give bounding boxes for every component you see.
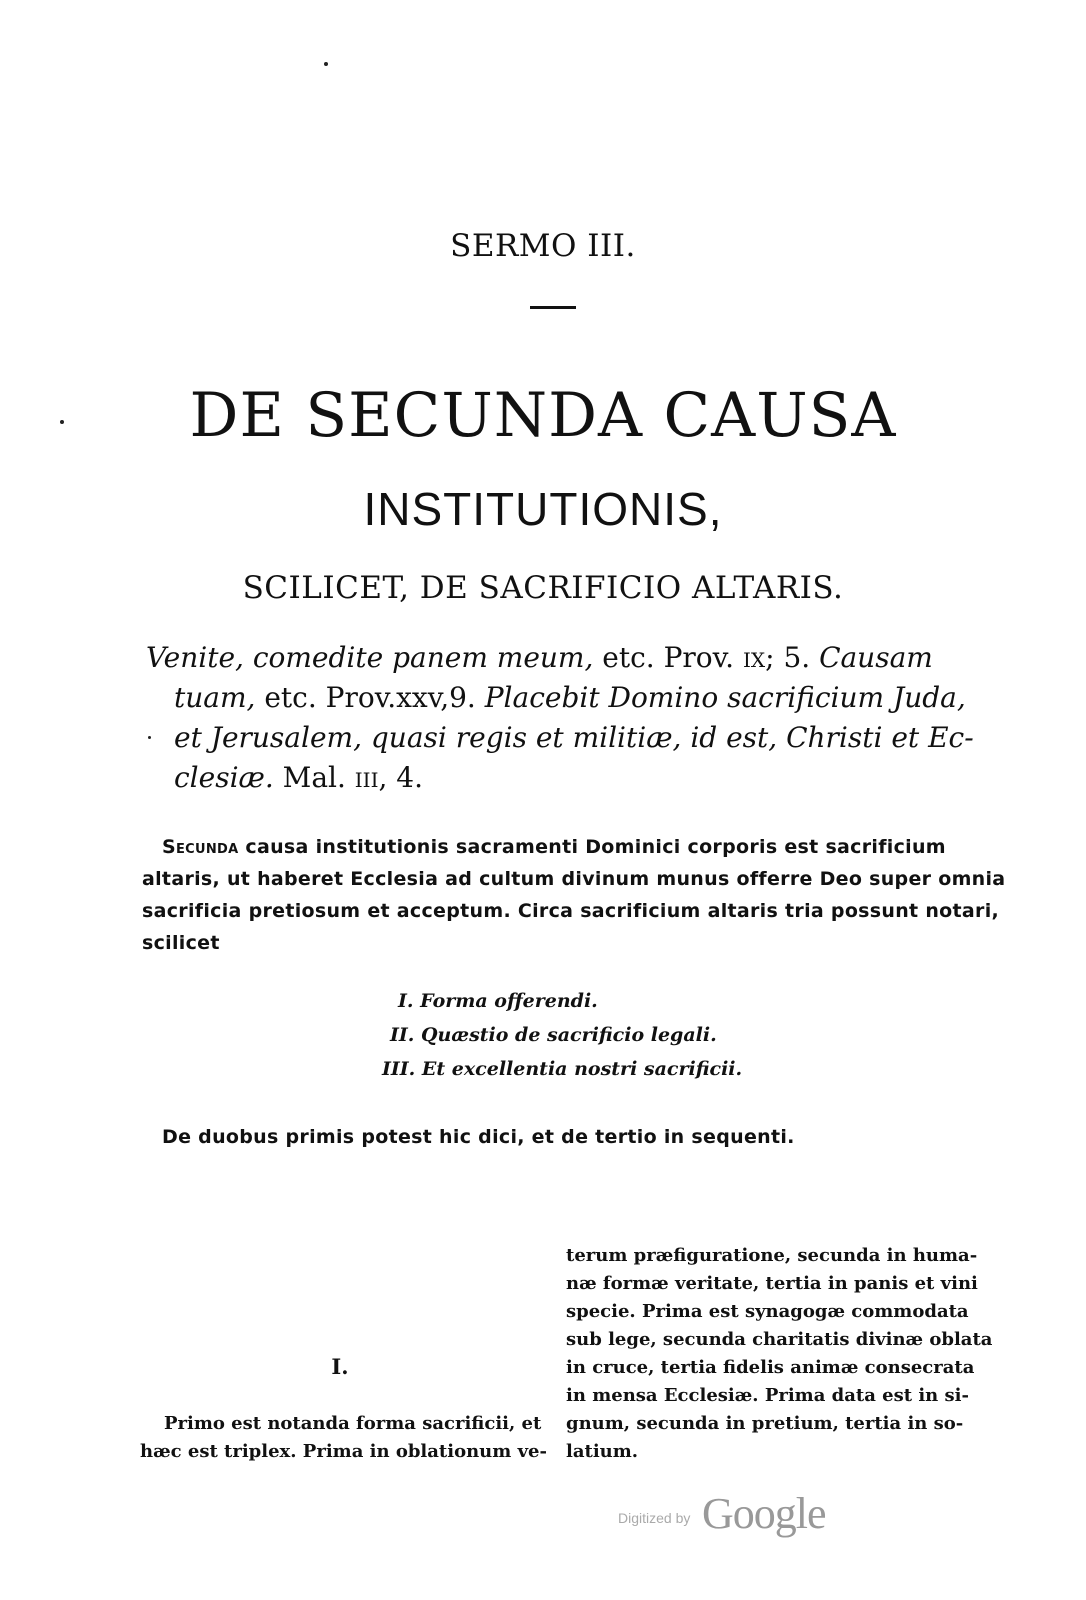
epigraph-segment: Venite, comedite panem meum,: [146, 641, 594, 674]
right-col-line: sub lege, secunda charitatis divinæ oblata: [566, 1329, 993, 1350]
page-subtitle: INSTITUTIONIS,: [363, 483, 723, 535]
right-col-line: gnum, secunda in pretium, tertia in so-: [566, 1413, 964, 1434]
heading-rule: [530, 306, 576, 309]
epigraph-segment: Causam: [819, 641, 933, 674]
list-item-3: III. Et excellentia nostri sacrificii.: [382, 1058, 743, 1080]
ink-speck: [324, 62, 328, 66]
after-list-text: De duobus primis potest hic dici, et de tertio in sequenti.: [162, 1126, 795, 1148]
body-line-4: scilicet: [142, 932, 220, 954]
left-col-line: Primo est notanda forma sacrificii, et: [164, 1413, 542, 1434]
google-logo: Google: [702, 1489, 826, 1538]
epigraph-line-2: [174, 678, 1006, 718]
epigraph-segment: ; 5.: [765, 641, 820, 674]
section-number: I.: [331, 1354, 349, 1379]
digitized-by-text: Digitized by: [618, 1510, 691, 1526]
epigraph-segment: Mal.: [273, 761, 355, 794]
epigraph-segment: , 4.: [378, 761, 423, 794]
epigraph-segment: etc. Prov.: [593, 641, 743, 674]
body-line-3: sacrificia pretiosum et acceptum. Circa sacrificium altaris tria possunt notari,: [142, 900, 1000, 922]
epigraph-segment: etc. Prov.xxv,9.: [255, 681, 485, 714]
body-line-1: [162, 834, 1004, 860]
epigraph-segment: iii: [354, 761, 379, 794]
epigraph-line-3: [174, 718, 1006, 758]
right-col-line: næ formæ veritate, tertia in panis et vini: [566, 1273, 978, 1294]
right-col-line: in mensa Ecclesiæ. Prima data est in si-: [566, 1385, 969, 1406]
epigraph-segment: clesiæ.: [174, 761, 274, 794]
body-first-word: Secunda: [162, 836, 239, 858]
left-column: [140, 1410, 547, 1466]
epigraph-segment: ix: [742, 641, 766, 674]
body-line-2: altaris, ut haberet Ecclesia ad cultum divinum munus offerre Deo super omnia: [142, 868, 1006, 890]
epigraph-segment: tuam,: [174, 681, 256, 714]
epigraph-line-1: [146, 638, 1006, 678]
epigraph-line-4: [174, 758, 1006, 798]
epigraph-segment: Placebit Domino sacrificium Juda,: [484, 681, 966, 714]
page-title: DE SECUNDA CAUSA: [189, 380, 897, 451]
left-col-line: hæc est triplex. Prima in oblationum ve-: [140, 1441, 547, 1462]
body-line-1-rest: causa institutionis sacramenti Dominici corporis est sacrificium: [238, 836, 946, 858]
right-col-line: latium.: [566, 1441, 639, 1462]
list-item-2: II. Quæstio de sacrificio legali.: [390, 1024, 717, 1046]
right-column: [566, 1242, 993, 1466]
list-item-1: I. Forma offerendi.: [398, 990, 598, 1012]
sermon-number: SERMO III.: [450, 228, 636, 264]
right-col-line: terum præfiguratione, secunda in huma-: [566, 1245, 978, 1266]
page-subtitle-2: SCILICET, DE SACRIFICIO ALTARIS.: [242, 570, 844, 606]
epigraph-segment: et Jerusalem, quasi regis et militiæ, id est, Christi et Ec-: [174, 721, 974, 754]
right-col-line: in cruce, tertia fidelis animæ consecrata: [566, 1357, 975, 1378]
ink-speck: [148, 736, 151, 739]
right-col-line: specie. Prima est synagogæ commodata: [566, 1301, 969, 1322]
